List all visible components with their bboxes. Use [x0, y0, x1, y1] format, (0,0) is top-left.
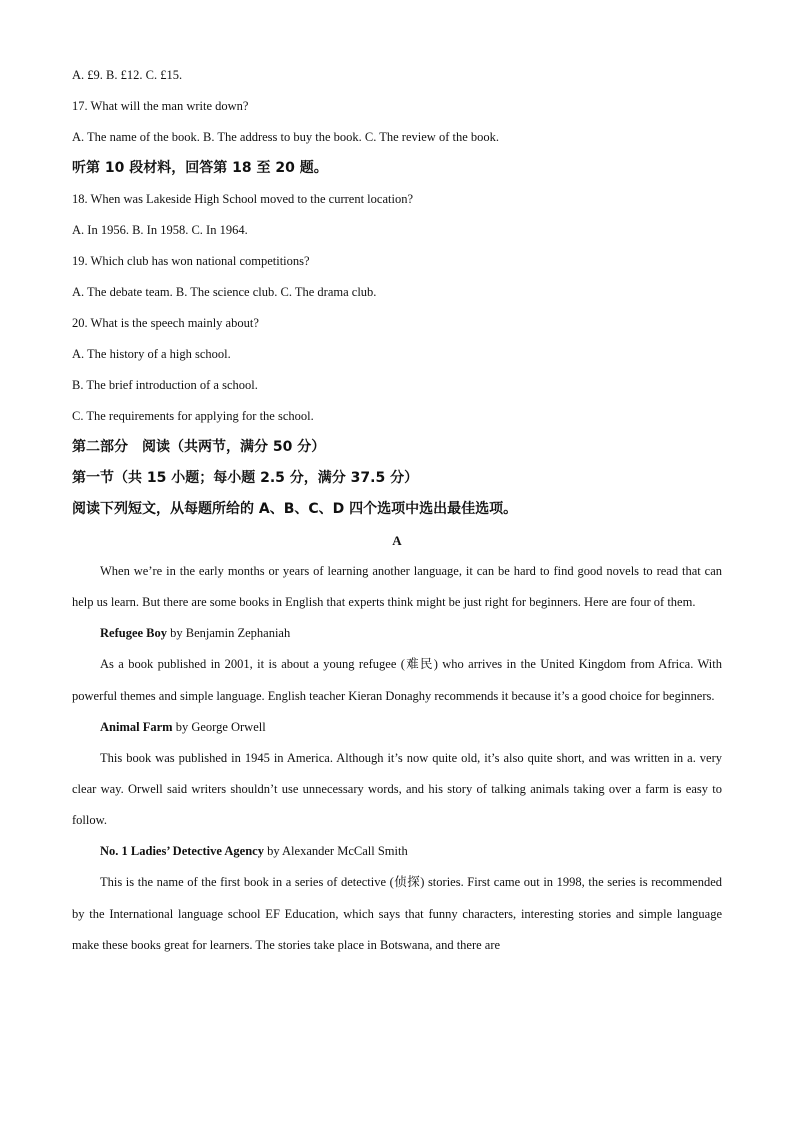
- q16-options: A. £9. B. £12. C. £15.: [72, 68, 183, 82]
- exam-page: [72, 60, 722, 961]
- q19-question: 19. Which club has won national competitions?: [72, 254, 310, 268]
- q20-option-a: A. The history of a high school.: [72, 347, 231, 361]
- q20-option-b: B. The brief introduction of a school.: [72, 378, 258, 392]
- q18-options: A. In 1956. B. In 1958. C. In 1964.: [72, 223, 248, 237]
- book2-title: Animal Farm: [100, 719, 173, 734]
- book2-author: by George Orwell: [172, 719, 266, 734]
- section10-heading: 听第 10 段材料，回答第 18 至 20 题。: [72, 160, 328, 176]
- book2-heading: [72, 712, 722, 743]
- book1-heading: [72, 618, 722, 649]
- book1-author: by Benjamin Zephaniah: [167, 626, 291, 641]
- reading-instruction: 阅读下列短文，从每题所给的 A、B、C、D 四个选项中选出最佳选项。: [72, 501, 518, 517]
- part2-heading: 第二部分 阅读（共两节，满分 50 分）: [72, 439, 326, 455]
- q17-options: A. The name of the book. B. The address to buy the book. C. The review of the book.: [72, 130, 500, 144]
- book2-description: This book was published in 1945 in America. Although it’s now quite old, it’s also quite short, and was written in a. very clear way. Orwell said writers shouldn’t use unnecessary words, and his story of talking animals taking over a farm is easy to follow.: [72, 750, 722, 828]
- book3-title: No. 1 Ladies’ Detective Agency: [100, 844, 264, 859]
- q18-question: 18. When was Lakeside High School moved to the current location?: [72, 192, 413, 206]
- intro-paragraph: When we’re in the early months or years of learning another language, it can be hard to find good novels to read that can help us learn. But there are some books in English that experts think might be just right for beginners. Here are four of them.: [72, 564, 722, 610]
- section1-heading: 第一节（共 15 小题；每小题 2.5 分，满分 37.5 分）: [72, 470, 419, 486]
- book1-description: As a book published in 2001, it is about a young refugee (难民) who arrives in the United Kingdom from Africa. With powerful themes and simple language. English teacher Kieran Donaghy recommends it because it’s a good choice for beginners.: [72, 657, 722, 703]
- book3-description: This is the name of the first book in a series of detective (侦探) stories. First came out in 1998, the series is recommended by the International language school EF Education, which says that funny characters, interesting stories and simple language make these books great for learners. The stories take place in Botswana, and there are: [72, 875, 722, 952]
- q20-option-c: C. The requirements for applying for the school.: [72, 409, 314, 423]
- book1-title: Refugee Boy: [100, 626, 167, 641]
- q17-question: 17. What will the man write down?: [72, 99, 249, 113]
- book3-heading: [72, 836, 722, 867]
- passage-label: A: [392, 533, 402, 548]
- q19-options: A. The debate team. B. The science club. C. The drama club.: [72, 285, 377, 299]
- book3-author: by Alexander McCall Smith: [263, 844, 408, 859]
- q20-question: 20. What is the speech mainly about?: [72, 316, 259, 330]
